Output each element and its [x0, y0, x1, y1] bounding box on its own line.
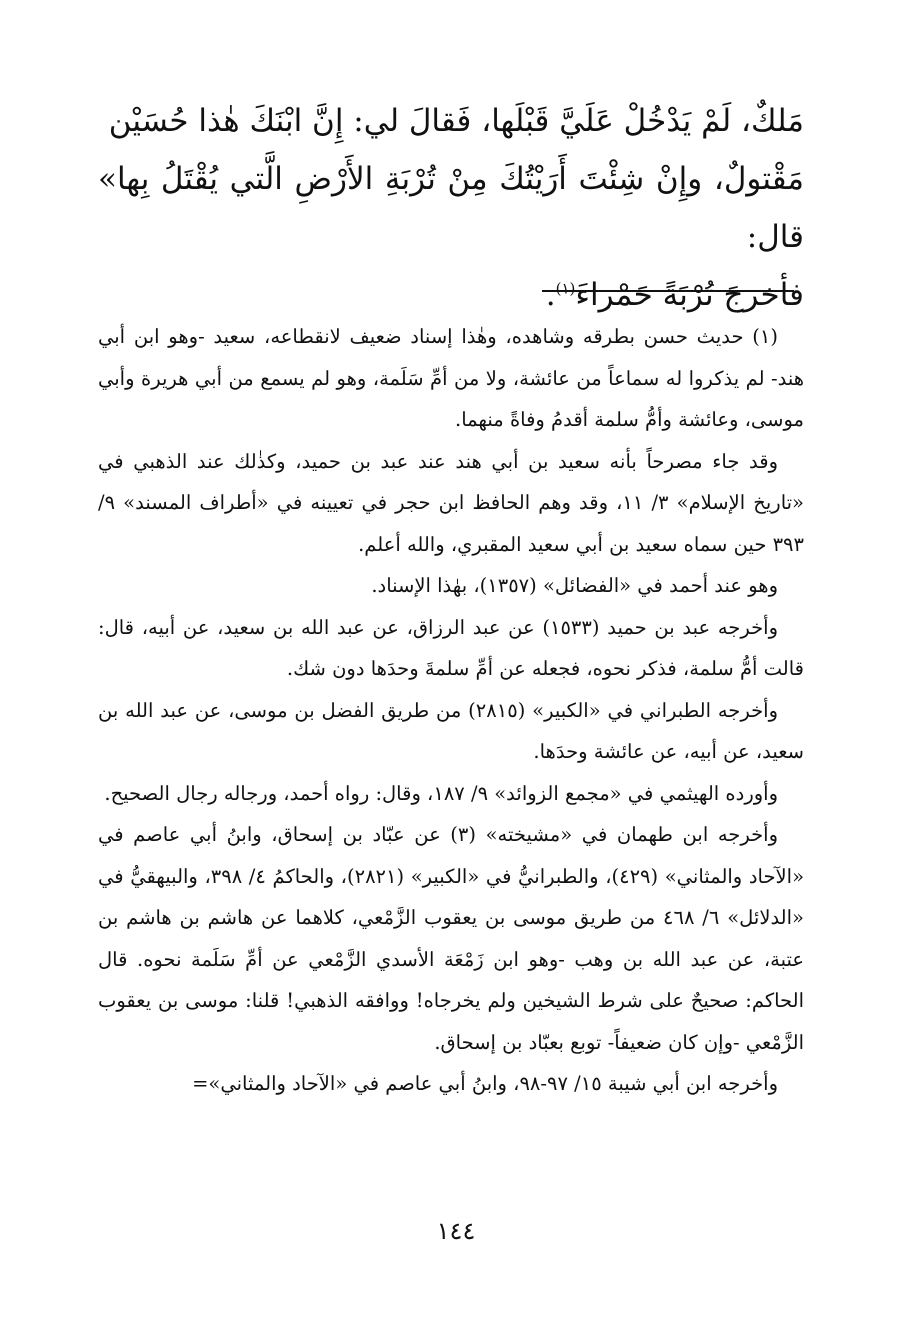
- footnote-reference-marker: (١): [555, 279, 576, 298]
- footnote-paragraph: وأخرجه ابن طهمان في «مشيخته» (٣) عن عبّاد بن إسحاق، وابنُ أبي عاصم في «الآحاد والمثاني» (٤٢٩)، والطبرانيُّ في «الكبير» (٢٨٢١)، والحاكمُ ٤/ ٣٩٨، والبيهقيُّ في «الدلائل» ٦/ ٤٦٨ من طريق موسى بن يعقوب الزَّمْعي، كلاهما عن هاشم بن هاشم بن عتبة، عن عبد الله بن وهب -وهو ابن زَمْعَة الأسدي الزَّمْعي عن أمِّ سَلَمة نحوه. قال الحاكم: صحيحٌ على شرط الشيخين ولم يخرجاه! ووافقه الذهبي! قلنا: موسى بن يعقوب الزَّمْعي -وإن كان ضعيفاً- توبع بعبّاد بن إسحاق.: [98, 823, 804, 1054]
- footnote-paragraph: (١) حديث حسن بطرقه وشاهده، وهٰذا إسناد ضعيف لانقطاعه، سعيد -وهو ابن أبي هند- لم يذكروا له سماعاً من عائشة، ولا من أمِّ سَلَمة، وهو لم يسمع من أبي هريرة وأبي موسى، وعائشة وأمُّ سلمة أقدمُ وفاةً منهما.: [98, 325, 804, 431]
- page-number: ١٤٤: [436, 1217, 476, 1245]
- footnote-separator: [542, 290, 794, 292]
- footnote-paragraph: وأخرجه عبد بن حميد (١٥٣٣) عن عبد الرزاق، عن عبد الله بن سعيد، عن أبيه، قال: قالت أمُّ سلمة، فذكر نحوه، فجعله عن أمِّ سلمةَ وحدَها دون شك.: [98, 615, 804, 680]
- footnote-paragraph: وأخرجه ابن أبي شيبة ١٥/ ٩٧-٩٨، وابنُ أبي عاصم في «الآحاد والمثاني»=: [192, 1072, 778, 1095]
- main-text-fragment: .: [545, 277, 556, 313]
- footnote-paragraph: وأورده الهيثمي في «مجمع الزوائد» ٩/ ١٨٧، وقال: رواه أحمد، ورجاله رجال الصحيح.: [104, 781, 778, 805]
- footnote-paragraph: وهو عند أحمد في «الفضائل» (١٣٥٧)، بهٰذا الإسناد.: [371, 574, 778, 597]
- footnote-paragraph: وأخرجه الطبراني في «الكبير» (٢٨١٥) من طريق الفضل بن موسى، عن عبد الله بن سعيد، عن أبيه، عن عائشة وحدَها.: [98, 698, 804, 763]
- footnote-paragraph: وقد جاء مصرحاً بأنه سعيد بن أبي هند عند عبد بن حميد، وكذٰلك عند الذهبي في «تاريخ الإسلام» ٣/ ١١، وقد وهم الحافظ ابن حجر في تعيينه في «أطراف المسند» ٩/ ٣٩٣ حين سماه سعيد بن أبي سعيد المقبري، والله أعلم.: [98, 449, 804, 556]
- footnotes-block: [98, 316, 804, 1105]
- main-text-fragment: فأخرجَ تُرْبَةً حَمْراءَ: [575, 277, 804, 313]
- main-text-line: مَقْتولٌ، وإِنْ شِئْتَ أَرَيْتُكَ مِنْ تُرْبَةِ الأَرْضِ الَّتي يُقْتَلُ بِها» قال:: [98, 161, 804, 255]
- main-text-line: مَلكٌ، لَمْ يَدْخُلْ عَلَيَّ قَبْلَها، فَقالَ لي: إِنَّ ابْنَكَ هٰذا حُسَيْن: [108, 103, 804, 139]
